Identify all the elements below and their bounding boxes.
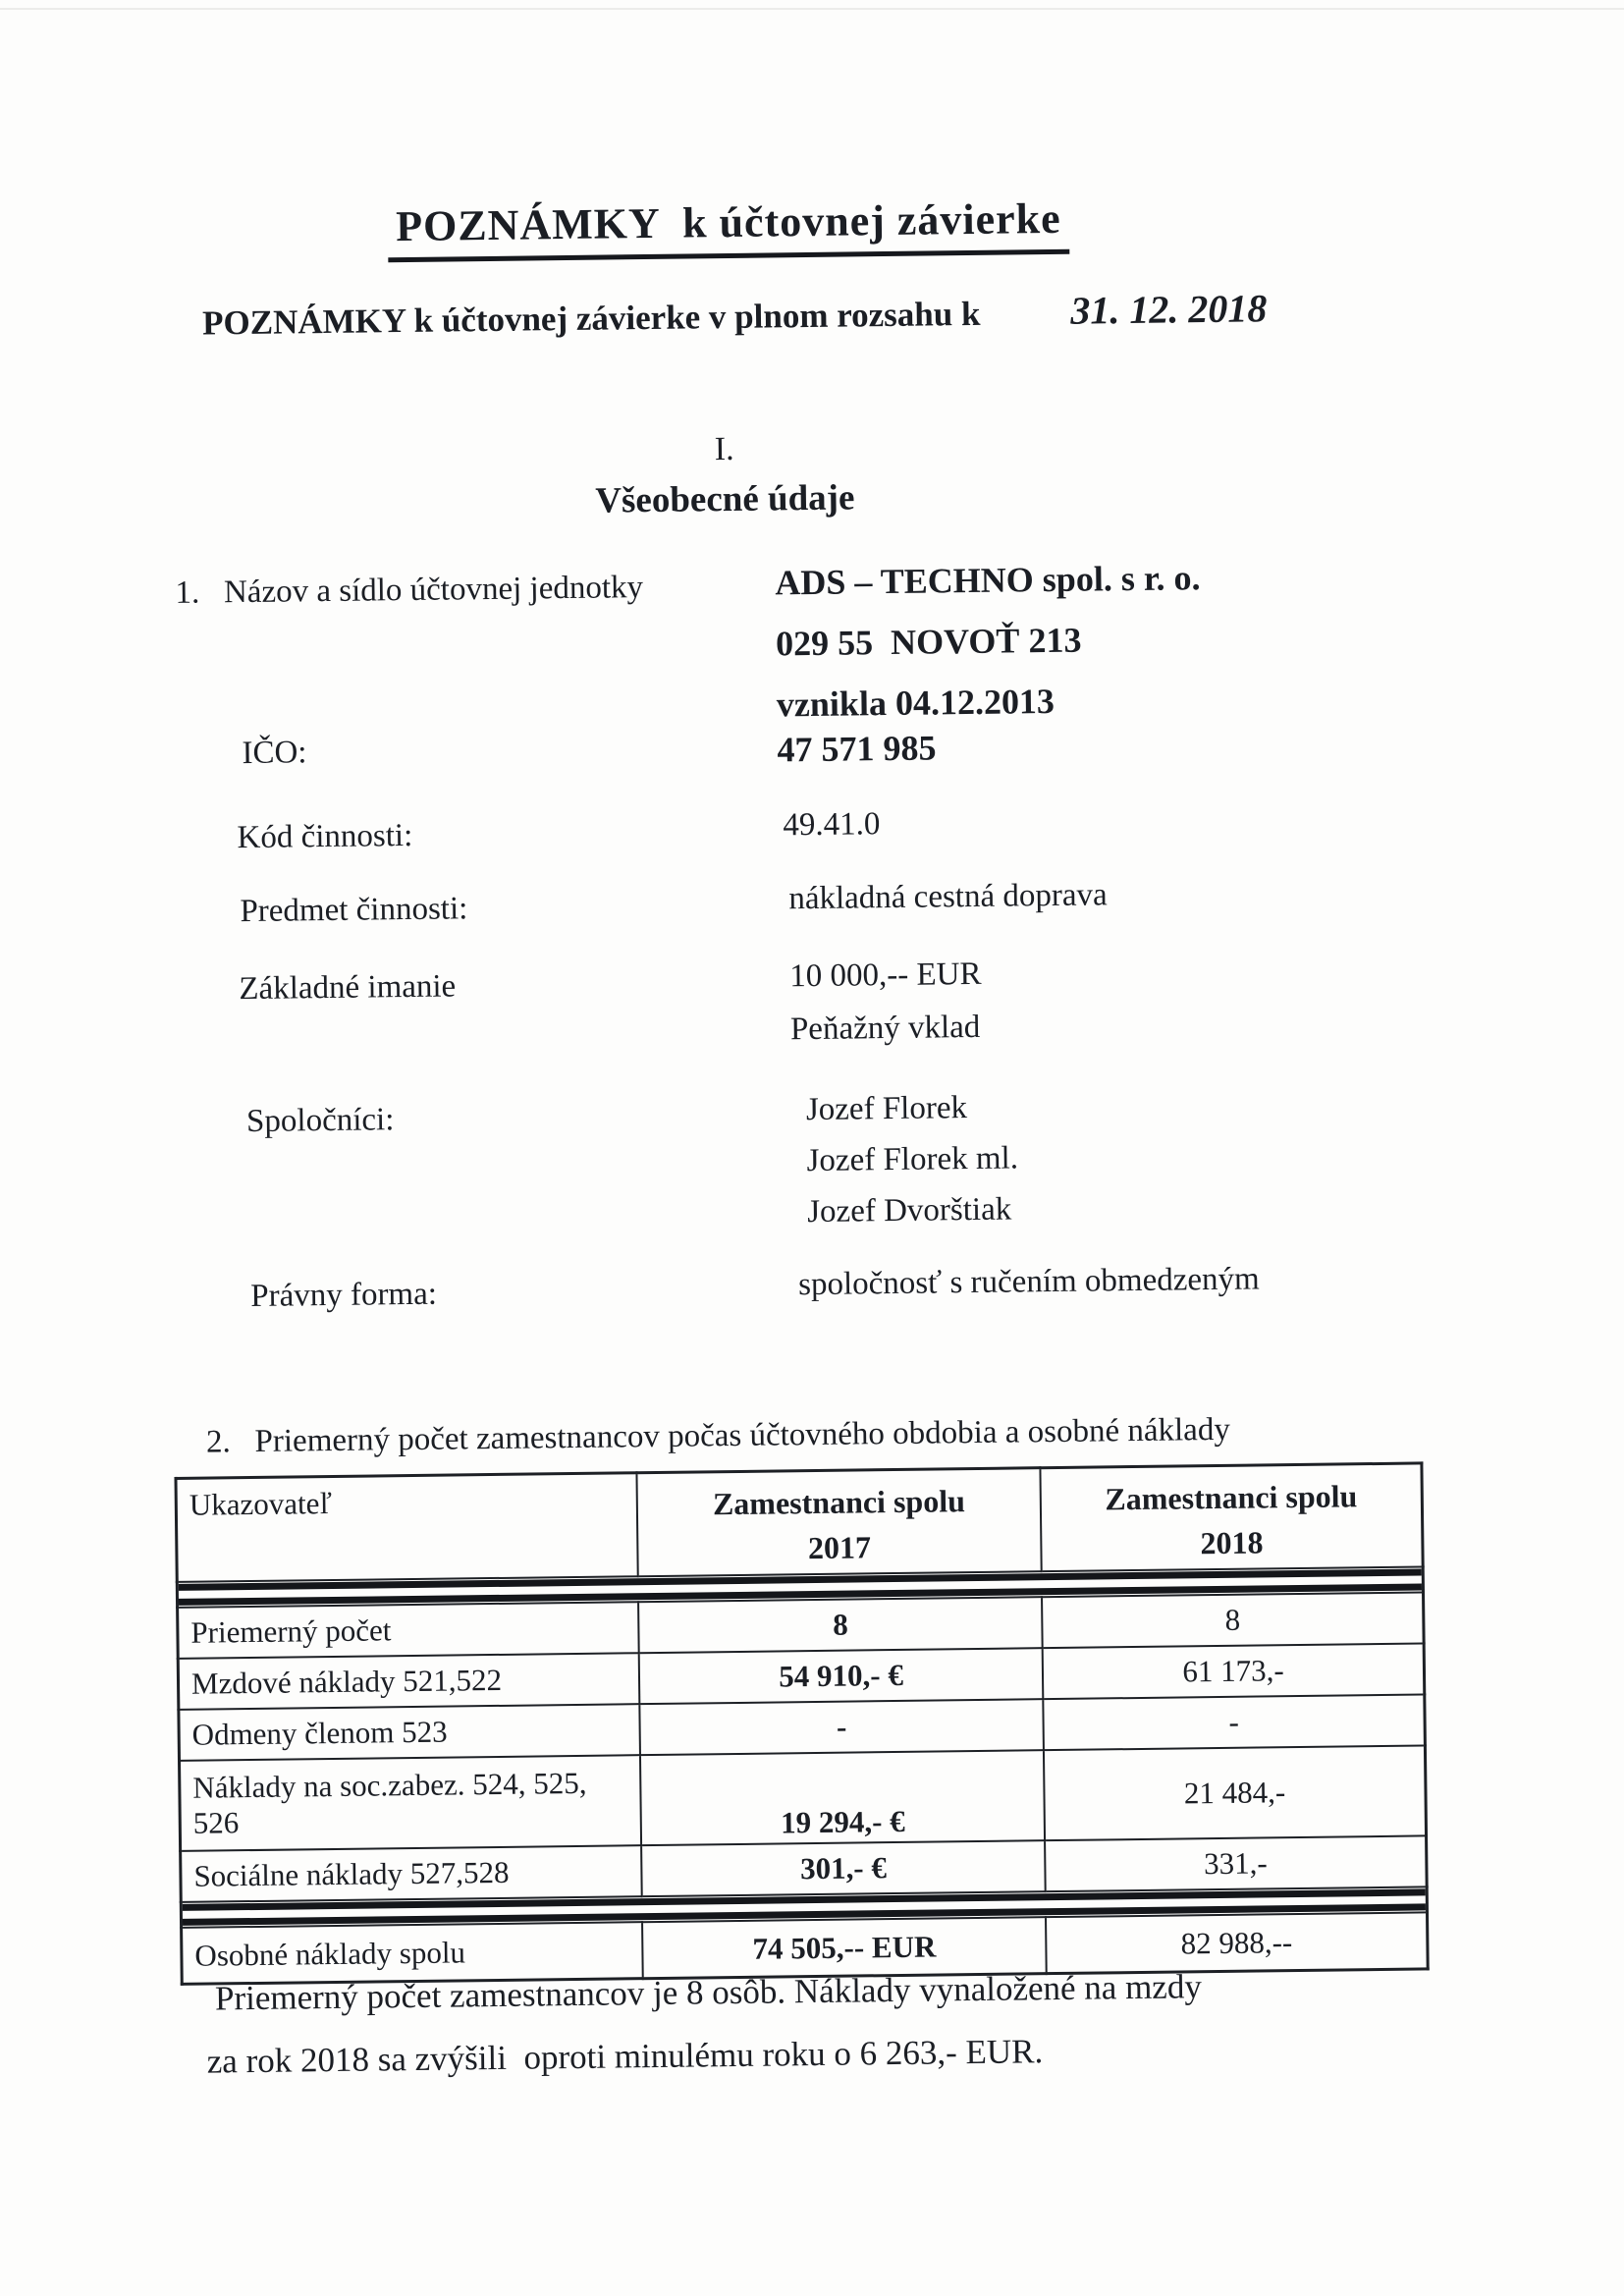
table-cell-2017: 301,- € xyxy=(641,1840,1046,1896)
company-founded: vznikla 04.12.2013 xyxy=(776,681,1056,725)
spolocnik-3: Jozef Dvorštiak xyxy=(807,1191,1012,1230)
table-row xyxy=(179,1745,1426,1850)
field-label-predmet-cinnosti: Predmet činnosti: xyxy=(240,891,468,930)
table-cell-2017: - xyxy=(639,1699,1044,1755)
kod-cinnosti-value: 49.41.0 xyxy=(783,806,881,844)
table-header-row xyxy=(176,1463,1423,1582)
table-cell-2018: 21 484,- xyxy=(1044,1745,1426,1840)
table-cell-label: Priemerný počet xyxy=(178,1602,639,1659)
field-label-ico: IČO: xyxy=(242,735,307,772)
predmet-cinnosti-value: nákladná cestná doprava xyxy=(788,877,1108,917)
section2-heading: 2. Priemerný počet zamestnancov počas účtovného obdobia a osobné náklady xyxy=(205,1411,1231,1460)
table-cell-label: Mzdové náklady 521,522 xyxy=(178,1653,639,1710)
pravna-forma-value: spoločnosť s ručením obmedzeným xyxy=(797,1261,1260,1303)
page-title: POZNÁMKY k účtovnej závierke xyxy=(388,193,1069,262)
table-header-2017-line1: Zamestnanci spolu xyxy=(712,1483,966,1522)
table-header-2017-line2: 2017 xyxy=(807,1529,872,1566)
part-numeral: I. xyxy=(714,430,734,468)
field-label-pravna-forma: Právny forma: xyxy=(250,1276,438,1315)
table-header-2018-line1: Zamestnanci spolu xyxy=(1105,1478,1358,1517)
field-label-kod-cinnosti: Kód činnosti: xyxy=(237,817,413,856)
employees-table xyxy=(174,1461,1429,1986)
table-cell-2018: - xyxy=(1043,1694,1425,1750)
table-header-ukazovatel: Ukazovateľ xyxy=(176,1473,638,1582)
spolocnik-2: Jozef Florek ml. xyxy=(806,1140,1019,1179)
part-heading: Všeobecné údaje xyxy=(595,477,855,521)
zakladne-imanie-type: Peňažný vklad xyxy=(789,1009,981,1048)
title-row xyxy=(0,171,1444,285)
table-cell-label: Sociálne náklady 527,528 xyxy=(181,1845,642,1902)
spolocnik-1: Jozef Florek xyxy=(805,1090,968,1128)
summary-line-2: za rok 2018 sa zvýšili oproti minulému roku o 6 263,- EUR. xyxy=(206,2032,1044,2081)
table-header-2018 xyxy=(1041,1463,1424,1571)
table-cell-2018: 61 173,- xyxy=(1043,1643,1425,1699)
table-header-2017 xyxy=(636,1468,1041,1576)
subtitle-row xyxy=(202,285,1268,344)
ico-value: 47 571 985 xyxy=(777,728,937,770)
field-label-zakladne-imanie: Základné imanie xyxy=(239,968,457,1008)
table-cell-2017: 8 xyxy=(638,1597,1043,1653)
table-cell-2017: 74 505,-- EUR xyxy=(642,1917,1047,1979)
table-cell-label: Odmeny členom 523 xyxy=(179,1704,640,1761)
table-header-2018-line2: 2018 xyxy=(1200,1524,1264,1561)
summary-line-1: Priemerný počet zamestnancov je 8 osôb. Náklady vynaložené na mzdy xyxy=(214,1967,1203,2018)
document-subtitle: POZNÁMKY k účtovnej závierke v plnom rozsahu k xyxy=(201,294,981,343)
table-cell-label: Osobné náklady spolu xyxy=(182,1922,643,1985)
company-name: ADS – TECHNO spol. s r. o. xyxy=(775,558,1201,603)
report-date: 31. 12. 2018 xyxy=(1070,286,1268,333)
field-label-nazov: 1. Názov a sídlo účtovnej jednotky xyxy=(175,570,644,611)
table-cell-2018: 82 988,-- xyxy=(1046,1912,1428,1974)
company-address: 029 55 NOVOŤ 213 xyxy=(775,620,1082,664)
zakladne-imanie-value: 10 000,-- EUR xyxy=(789,956,982,995)
table-cell-2017: 54 910,- € xyxy=(639,1648,1044,1704)
field-label-spolocnici: Spoločníci: xyxy=(245,1102,395,1140)
table-cell-2017: 19 294,- € xyxy=(640,1750,1045,1845)
table-cell-2018: 331,- xyxy=(1045,1835,1427,1891)
table-cell-2018: 8 xyxy=(1042,1592,1424,1648)
table-cell-label: Náklady na soc.zabez. 524, 525, 526 xyxy=(179,1755,641,1851)
